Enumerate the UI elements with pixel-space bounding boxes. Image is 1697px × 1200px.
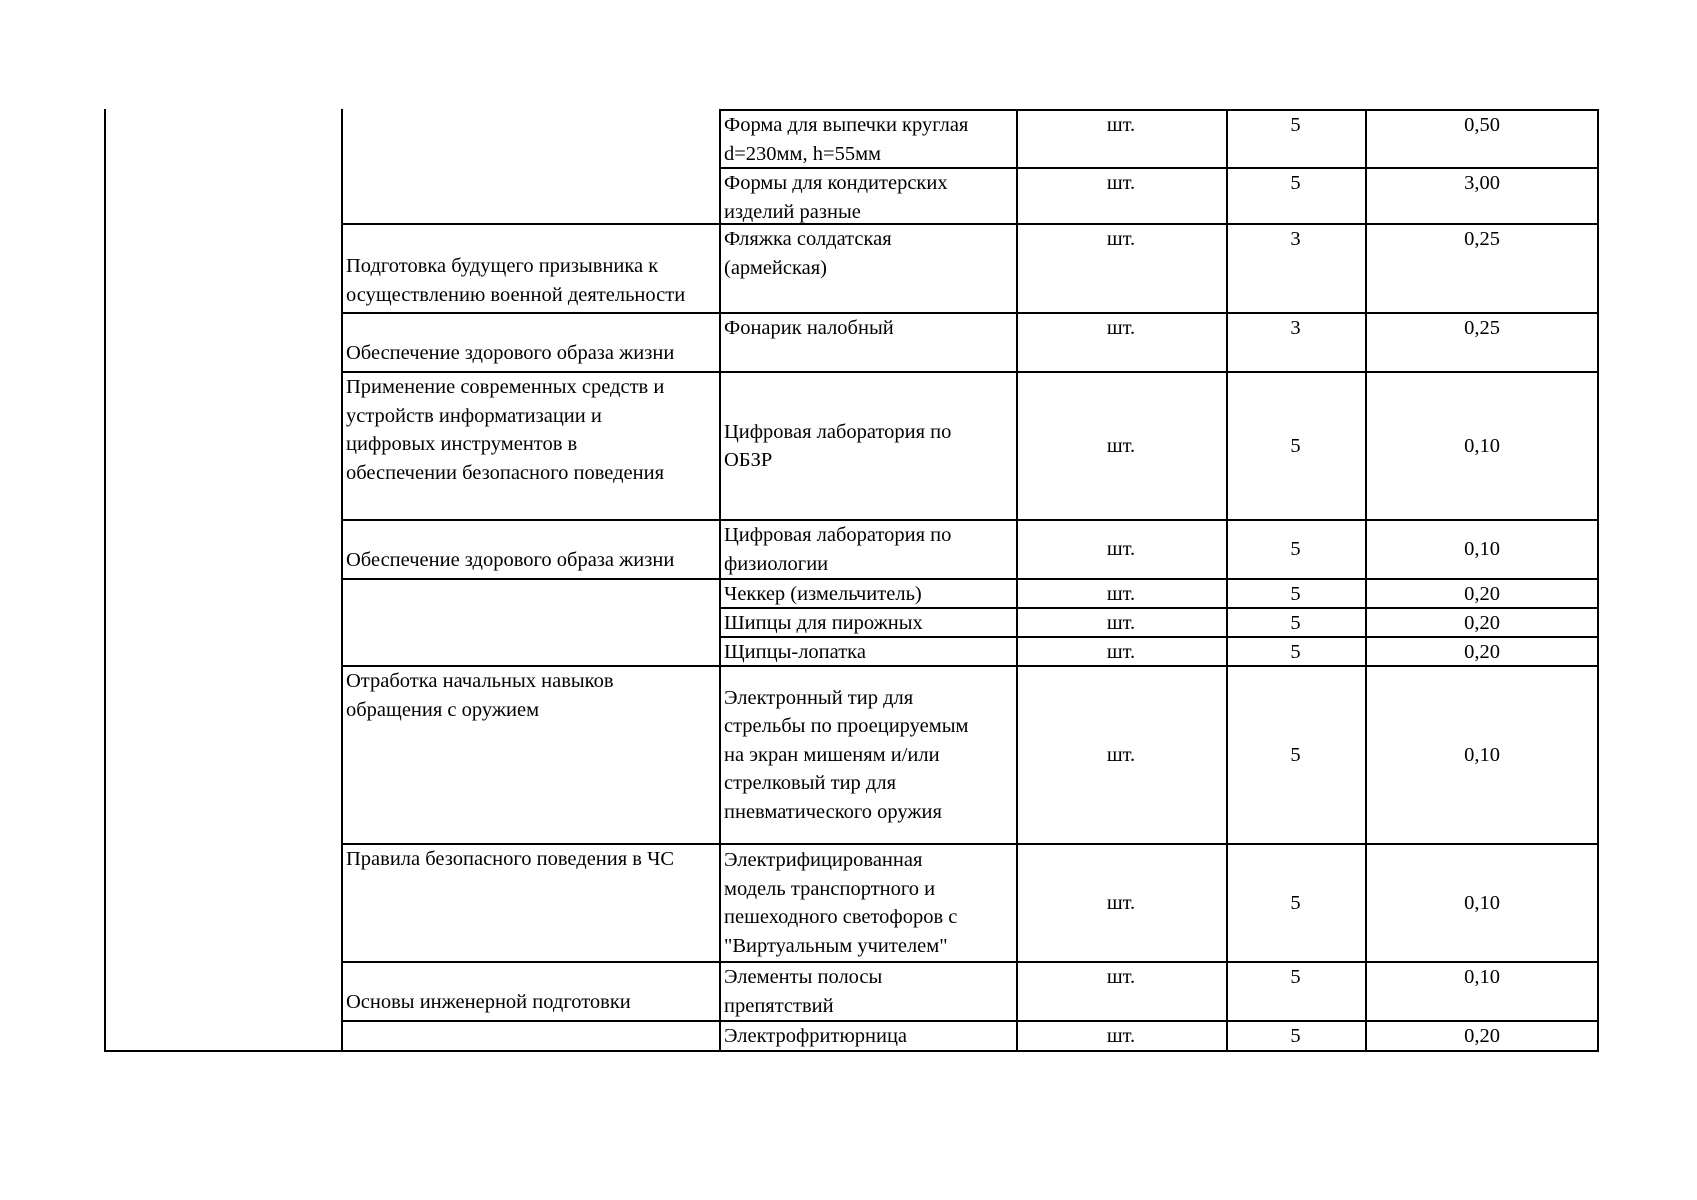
row-item: Щипцы-лопатка: [724, 641, 866, 663]
row-value: 0,20: [1464, 583, 1500, 605]
row-value: 0,20: [1464, 612, 1500, 634]
row-unit: шт.: [1106, 114, 1136, 136]
row-value: 0,20: [1464, 641, 1500, 663]
row-item: Электрифицированная модель транспортного и пешеходного светофоров с "Виртуальным учителем": [724, 849, 958, 957]
row-section: Обеспечение здорового образа жизни: [346, 549, 675, 571]
row-value: 3,00: [1464, 172, 1500, 194]
row-quantity: 5: [1290, 538, 1301, 560]
row-quantity: 5: [1290, 641, 1301, 663]
row-unit: шт.: [1106, 317, 1136, 339]
row-value: 0,10: [1464, 743, 1500, 766]
row-quantity: 3: [1290, 317, 1301, 339]
row-quantity: 5: [1290, 966, 1301, 988]
column-divider: [341, 109, 343, 1052]
row-quantity: 5: [1290, 114, 1301, 136]
row-unit: шт.: [1106, 612, 1136, 634]
row-quantity: 5: [1290, 583, 1301, 605]
section-divider: [341, 519, 719, 521]
row-item: Чеккер (измельчитель): [724, 583, 922, 605]
equipment-table: [104, 109, 1599, 1052]
row-unit: шт.: [1106, 966, 1136, 988]
row-section: Отработка начальных навыков обращения с оружием: [346, 670, 614, 721]
row-unit: шт.: [1106, 641, 1136, 663]
row-value: 0,10: [1464, 538, 1500, 560]
row-unit: шт.: [1106, 538, 1136, 560]
row-quantity: 5: [1290, 891, 1301, 914]
row-divider: [719, 843, 1599, 845]
row-value: 0,25: [1464, 317, 1500, 339]
row-unit: шт.: [1106, 434, 1136, 457]
row-unit: шт.: [1106, 743, 1136, 766]
row-item: Электронный тир для стрельбы по проецируемым на экран мишеням и/или стрелковый тир для пневматического оружия: [724, 686, 969, 823]
row-unit: шт.: [1106, 172, 1136, 194]
section-divider: [341, 223, 719, 225]
row-section: Применение современных средств и устройств информатизации и цифровых инструментов в обеспечении безопасного поведения: [346, 376, 665, 484]
row-item: Шипцы для пирожных: [724, 612, 923, 634]
row-section: Основы инженерной подготовки: [346, 991, 631, 1013]
row-value: 0,10: [1464, 891, 1500, 914]
row-quantity: 5: [1290, 743, 1301, 766]
row-quantity: 5: [1290, 434, 1301, 457]
row-value: 0,25: [1464, 228, 1500, 250]
row-divider: [719, 371, 1599, 373]
row-value: 0,50: [1464, 114, 1500, 136]
row-item: Электрофритюрница: [724, 1025, 908, 1047]
row-section: Правила безопасного поведения в ЧС: [346, 848, 675, 870]
row-value: 0,10: [1464, 434, 1500, 457]
row-item: Фляжка солдатская (армейская): [724, 228, 892, 279]
row-item: Формы для кондитерских изделий разные: [724, 172, 948, 223]
row-item: Цифровая лаборатория по физиологии: [724, 524, 952, 575]
row-unit: шт.: [1106, 228, 1136, 250]
row-unit: шт.: [1106, 1025, 1136, 1047]
row-value: 0,10: [1464, 966, 1500, 988]
row-item: Форма для выпечки круглая d=230мм, h=55мм: [724, 114, 969, 165]
row-quantity: 3: [1290, 228, 1301, 250]
section-divider: [341, 961, 719, 963]
row-item: Элементы полосы препятствий: [724, 966, 883, 1017]
row-item: Цифровая лаборатория по ОБЗР: [724, 420, 952, 471]
row-quantity: 5: [1290, 612, 1301, 634]
row-section: Подготовка будущего призывника к осуществлению военной деятельности: [346, 255, 686, 306]
row-value: 0,20: [1464, 1025, 1500, 1047]
row-item: Фонарик налобный: [724, 317, 894, 339]
section-divider: [341, 578, 719, 580]
section-divider: [341, 312, 719, 314]
column-divider: [719, 109, 721, 1052]
row-quantity: 5: [1290, 172, 1301, 194]
border-left: [104, 109, 106, 1052]
section-divider: [341, 1020, 719, 1022]
row-unit: шт.: [1106, 891, 1136, 914]
row-section: Обеспечение здорового образа жизни: [346, 342, 675, 364]
row-quantity: 5: [1290, 1025, 1301, 1047]
row-unit: шт.: [1106, 583, 1136, 605]
